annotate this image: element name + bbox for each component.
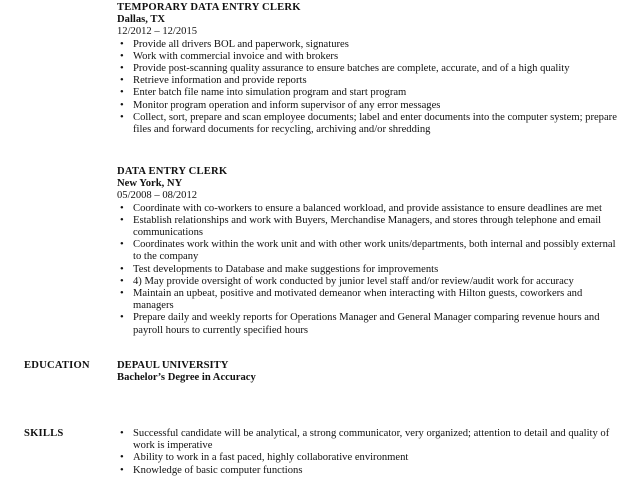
list-item: • Coordinates work within the work unit and with other work units/departments, both internal and possibly external to the company — [120, 239, 616, 263]
list-item: • Successful candidate will be analytical, a strong communicator, very organized; attention to detail and quality of work is imperative — [120, 428, 610, 452]
bullet-icon: • — [120, 263, 124, 275]
list-item: • Prepare daily and weekly reports for Operations Manager and General Manager comparing revenue hours and payroll hours to currently specified hours — [120, 312, 600, 336]
bullet-icon: • — [120, 275, 124, 287]
bullet-icon: • — [120, 239, 124, 251]
education-body — [117, 360, 612, 384]
experience-entry — [117, 2, 617, 136]
bullet-icon: • — [120, 202, 124, 214]
job-title: TEMPORARY DATA ENTRY CLERK — [117, 2, 301, 13]
section-heading: EDUCATION — [24, 360, 90, 371]
list-item: • 4) May provide oversight of work conducted by junior level staff and/or review/audit work for accuracy — [120, 275, 574, 287]
school-name: DEPAUL UNIVERSITY — [117, 360, 229, 371]
list-item: • Coordinate with co-workers to ensure a balanced workload, and provide assistance to ensure deadlines are met — [120, 202, 602, 214]
list-item: • Monitor program operation and inform supervisor of any error messages — [120, 99, 441, 111]
list-item: • Retrieve information and provide reports — [120, 75, 307, 87]
bullet-icon: • — [120, 87, 124, 99]
skills-body — [117, 428, 612, 477]
list-item: • Maintain an upbeat, positive and motivated demeanor when interacting with Hilton guests, coworkers and managers — [120, 288, 583, 312]
bullet-icon: • — [120, 99, 124, 111]
bullet-icon: • — [120, 63, 124, 75]
bullet-icon: • — [120, 38, 124, 50]
section-heading: SKILLS — [24, 428, 64, 439]
experience-entry — [117, 166, 617, 337]
list-item: • Establish relationships and work with Buyers, Merchandise Managers, and stores through telephone and email communications — [120, 214, 602, 239]
bullet-icon: • — [120, 111, 124, 123]
bullet-icon: • — [120, 288, 124, 300]
list-item: • Ability to work in a fast paced, highly collaborative environment — [120, 452, 409, 464]
job-location: Dallas, TX — [117, 14, 166, 26]
bullet-icon: • — [120, 50, 124, 62]
bullet-icon: • — [120, 428, 124, 439]
skills-section — [24, 428, 624, 480]
education-section — [24, 360, 624, 390]
job-duties-list — [117, 203, 617, 337]
job-duties-list — [117, 39, 617, 137]
list-item: • Work with commercial invoice and with brokers — [120, 50, 339, 62]
degree: Bachelor’s Degree in Accuracy — [117, 372, 256, 384]
list-item: • Provide post-scanning quality assurance to ensure batches are complete, accurate, and of a high quality — [120, 63, 570, 75]
list-item: • Collect, sort, prepare and scan employee documents; label and enter documents into the computer system; prepare files and forward documents for recycling, archiving and/or shredding — [120, 111, 617, 136]
job-dates: 05/2008 – 08/2012 — [117, 190, 198, 202]
job-location: New York, NY — [117, 178, 183, 190]
list-item: • Test developments to Database and make suggestions for improvements — [120, 263, 439, 275]
job-title: DATA ENTRY CLERK — [117, 166, 228, 177]
skills-list — [117, 428, 612, 477]
bullet-icon: • — [120, 464, 124, 476]
list-item: • Knowledge of basic computer functions — [120, 464, 303, 476]
job-dates: 12/2012 – 12/2015 — [117, 26, 198, 38]
bullet-icon: • — [120, 452, 124, 464]
bullet-icon: • — [120, 75, 124, 87]
list-item: • Enter batch file name into simulation program and start program — [120, 87, 407, 99]
list-item: • Provide all drivers BOL and paperwork, signatures — [120, 38, 349, 50]
bullet-icon: • — [120, 214, 124, 226]
bullet-icon: • — [120, 312, 124, 324]
